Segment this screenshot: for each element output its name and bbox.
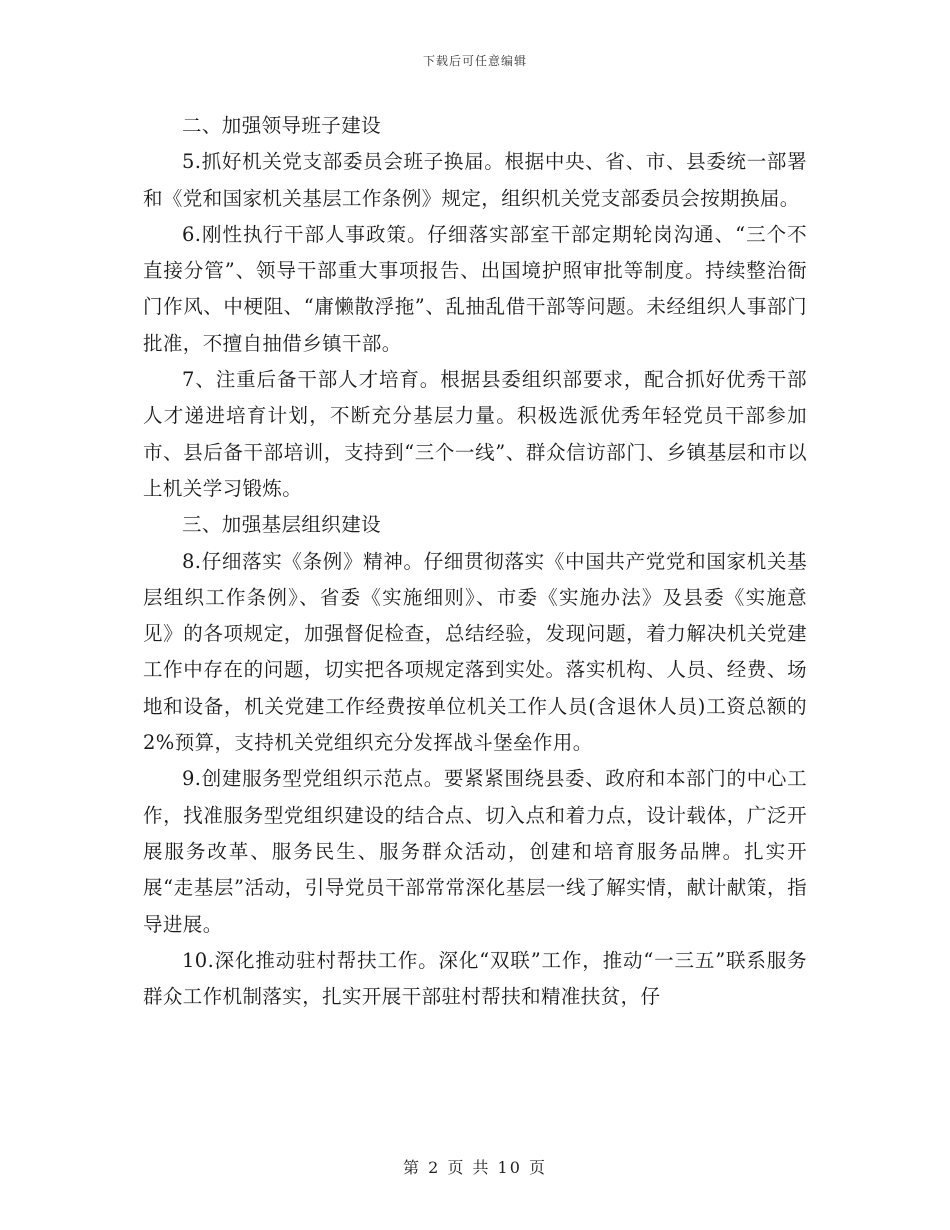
paragraph-item-10: 10.深化推动驻村帮扶工作。深化“双联”工作，推动“一三五”联系服务群众工作机制落实，扎实开展干部驻村帮扶和精准扶贫，仔: [143, 948, 807, 1009]
paragraph-item-9: 9.创建服务型党组织示范点。要紧紧围绕县委、政府和本部门的中心工作，找准服务型党组织建设的结合点、切入点和着力点，设计载体，广泛开展服务改革、服务民生、服务群众活动，创建和培育服务品牌。扎实开展“走基层”活动，引导党员干部常常深化基层一线了解实情，献计献策，指导进展。: [143, 767, 807, 936]
paragraph-item-7: 7、注重后备干部人才培育。根据县委组织部要求，配合抓好优秀干部人才递进培育计划，不断充分基层力量。积极选派优秀年轻党员干部参加市、县后备干部培训，支持到“三个一线”、群众信访部门、乡镇基层和市以上机关学习锻炼。: [143, 368, 807, 500]
document-body: [143, 108, 807, 1015]
page-footer: 第 2 页 共 10 页: [403, 1158, 547, 1177]
section-heading-2: 二、加强领导班子建设: [182, 114, 382, 137]
paragraph-item-6: 6.刚性执行干部人事政策。仔细落实部室干部定期轮岗沟通、“三个不直接分管”、领导干部重大事项报告、出国境护照审批等制度。持续整治衙门作风、中梗阻、“庸懒散浮拖”、乱抽乱借干部等问题。未经组织人事部门批准，不擅自抽借乡镇干部。: [143, 222, 807, 355]
page-header: 下载后可任意编辑: [422, 54, 527, 68]
paragraph-item-5: 5.抓好机关党支部委员会班子换届。根据中央、省、市、县委统一部署和《党和国家机关基层工作条例》规定，组织机关党支部委员会按期换届。: [143, 150, 807, 210]
section-heading-3: 三、加强基层组织建设: [182, 513, 382, 537]
paragraph-item-8: 8.仔细落实《条例》精神。仔细贯彻落实《中国共产党党和国家机关基层组织工作条例》、省委《实施细则》、市委《实施办法》及县委《实施意见》的各项规定，加强督促检查，总结经验，发现问题，着力解决机关党建工作中存在的问题，切实把各项规定落到实处。落实机构、人员、经费、场地和设备，机关党建工作经费按单位机关工作人员(含退休人员)工资总额的2%预算，支持机关党组织充分发挥战斗堡垒作用。: [143, 549, 807, 755]
